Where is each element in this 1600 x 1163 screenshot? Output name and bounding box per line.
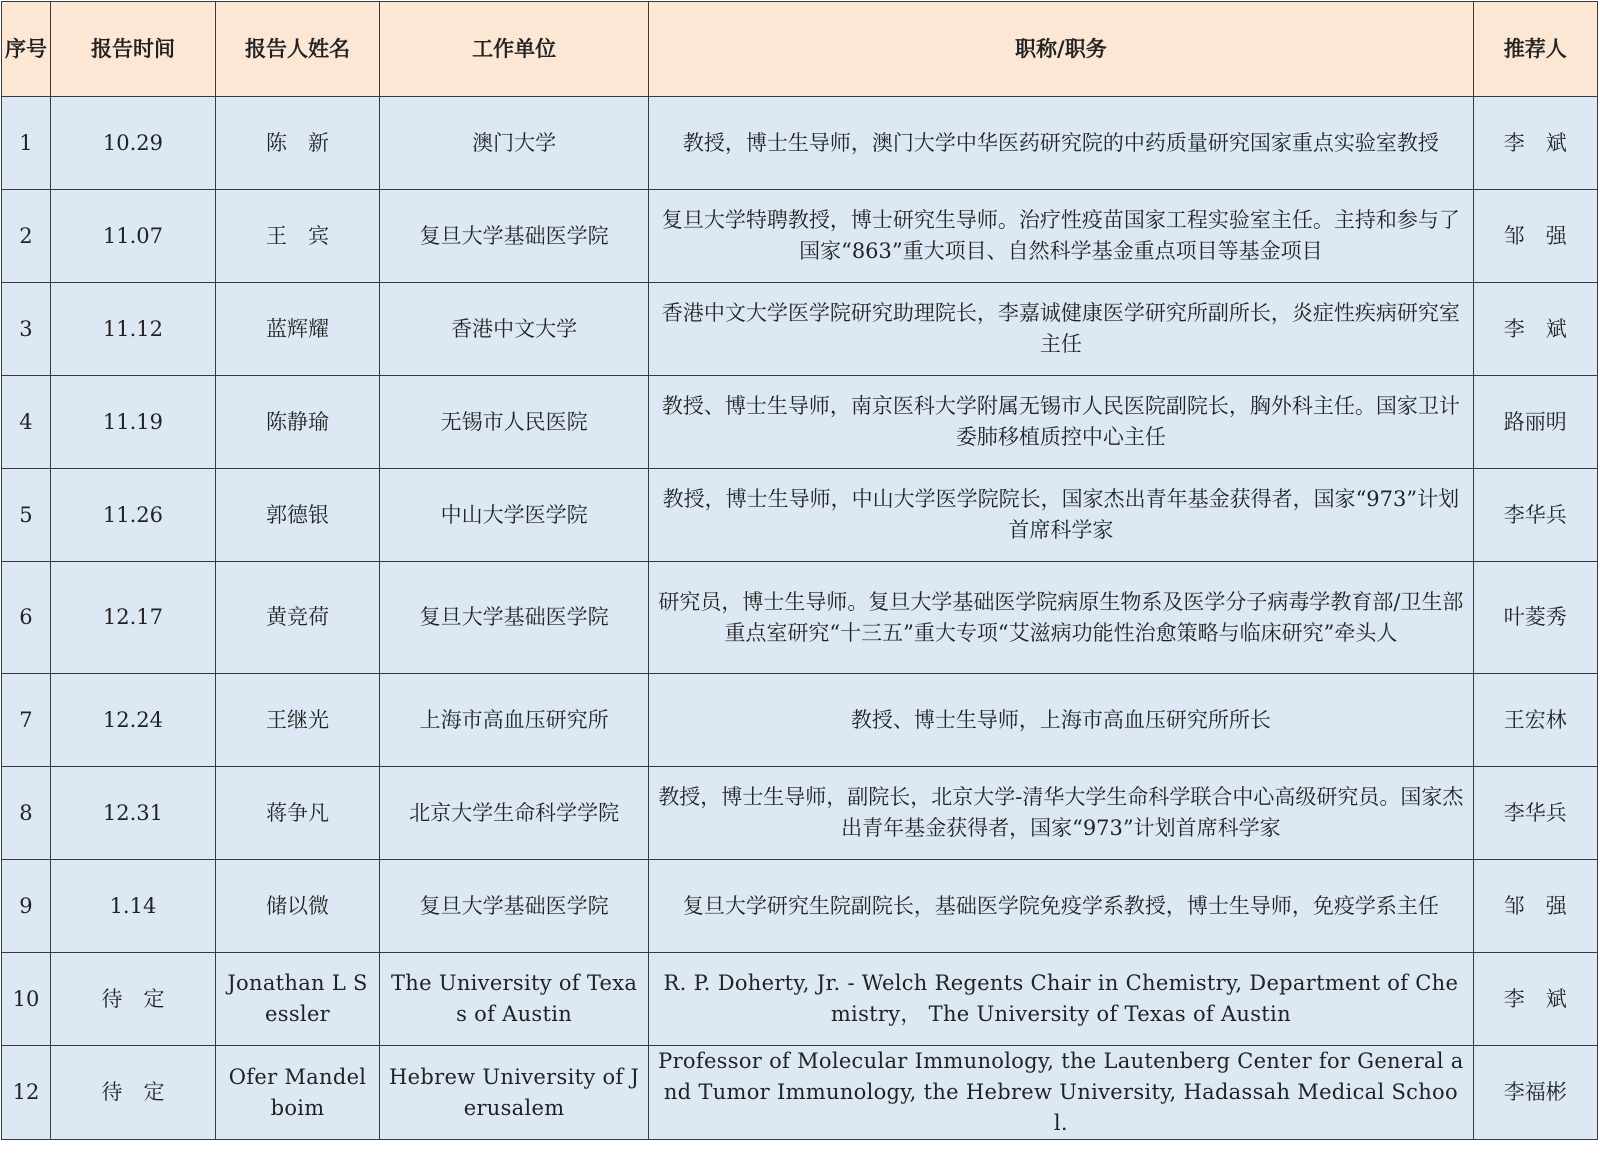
cell-speaker-name: Jonathan L Sessler — [216, 953, 380, 1046]
cell-report-time: 11.26 — [50, 469, 215, 562]
cell-report-time: 12.17 — [50, 562, 215, 674]
cell-title-position: 教授，博士生导师，中山大学医学院院长，国家杰出青年基金获得者，国家“973”计划首席科学家 — [649, 469, 1473, 562]
cell-seq: 10 — [2, 953, 51, 1046]
table-row — [2, 767, 1598, 860]
table-row — [2, 376, 1598, 469]
cell-seq: 12 — [2, 1046, 51, 1140]
header-report-time: 报告时间 — [50, 2, 215, 97]
speaker-schedule-table — [1, 1, 1598, 1140]
cell-organization: 复旦大学基础医学院 — [380, 562, 649, 674]
cell-report-time: 1.14 — [50, 860, 215, 953]
cell-referrer: 李福彬 — [1473, 1046, 1597, 1140]
table-row — [2, 283, 1598, 376]
cell-seq: 8 — [2, 767, 51, 860]
cell-organization: 澳门大学 — [380, 97, 649, 190]
cell-report-time: 11.07 — [50, 190, 215, 283]
header-row — [2, 2, 1598, 97]
cell-referrer: 邹 强 — [1473, 190, 1597, 283]
cell-speaker-name: 王继光 — [216, 674, 380, 767]
header-title-position: 职称/职务 — [649, 2, 1473, 97]
cell-title-position: 教授，博士生导师，副院长，北京大学-清华大学生命科学联合中心高级研究员。国家杰出青年基金获得者，国家“973”计划首席科学家 — [649, 767, 1473, 860]
cell-seq: 4 — [2, 376, 51, 469]
cell-title-position: Professor of Molecular Immunology, the Lautenberg Center for General and Tumor Immunology, the Hebrew University, Hadassah Medical School. — [649, 1046, 1473, 1140]
cell-report-time: 待 定 — [50, 1046, 215, 1140]
cell-seq: 9 — [2, 860, 51, 953]
cell-report-time: 待 定 — [50, 953, 215, 1046]
cell-seq: 5 — [2, 469, 51, 562]
cell-seq: 1 — [2, 97, 51, 190]
cell-referrer: 邹 强 — [1473, 860, 1597, 953]
cell-seq: 2 — [2, 190, 51, 283]
header-referrer: 推荐人 — [1473, 2, 1597, 97]
table-row — [2, 562, 1598, 674]
cell-organization: 复旦大学基础医学院 — [380, 190, 649, 283]
cell-report-time: 12.24 — [50, 674, 215, 767]
cell-report-time: 11.12 — [50, 283, 215, 376]
cell-title-position: 香港中文大学医学院研究助理院长，李嘉诚健康医学研究所副所长，炎症性疾病研究室主任 — [649, 283, 1473, 376]
cell-referrer: 路丽明 — [1473, 376, 1597, 469]
cell-speaker-name: 陈 新 — [216, 97, 380, 190]
cell-speaker-name: 黄竞荷 — [216, 562, 380, 674]
cell-organization: 复旦大学基础医学院 — [380, 860, 649, 953]
cell-title-position: 教授、博士生导师，上海市高血压研究所所长 — [649, 674, 1473, 767]
cell-speaker-name: 陈静瑜 — [216, 376, 380, 469]
cell-organization: The University of Texas of Austin — [380, 953, 649, 1046]
cell-report-time: 11.19 — [50, 376, 215, 469]
table-row — [2, 469, 1598, 562]
cell-title-position: 教授、博士生导师，南京医科大学附属无锡市人民医院副院长，胸外科主任。国家卫计委肺移植质控中心主任 — [649, 376, 1473, 469]
header-speaker-name: 报告人姓名 — [216, 2, 380, 97]
header-organization: 工作单位 — [380, 2, 649, 97]
cell-speaker-name: 蒋争凡 — [216, 767, 380, 860]
table-row — [2, 190, 1598, 283]
cell-title-position: 复旦大学研究生院副院长，基础医学院免疫学系教授，博士生导师，免疫学系主任 — [649, 860, 1473, 953]
cell-referrer: 李 斌 — [1473, 97, 1597, 190]
cell-referrer: 李 斌 — [1473, 283, 1597, 376]
cell-organization: 中山大学医学院 — [380, 469, 649, 562]
cell-organization: Hebrew University of Jerusalem — [380, 1046, 649, 1140]
cell-referrer: 李华兵 — [1473, 469, 1597, 562]
cell-speaker-name: Ofer Mandelboim — [216, 1046, 380, 1140]
table-row — [2, 97, 1598, 190]
cell-title-position: 教授，博士生导师，澳门大学中华医药研究院的中药质量研究国家重点实验室教授 — [649, 97, 1473, 190]
cell-speaker-name: 储以微 — [216, 860, 380, 953]
header-seq: 序号 — [2, 2, 51, 97]
cell-seq: 3 — [2, 283, 51, 376]
cell-referrer: 李 斌 — [1473, 953, 1597, 1046]
cell-title-position: 复旦大学特聘教授，博士研究生导师。治疗性疫苗国家工程实验室主任。主持和参与了国家“863”重大项目、自然科学基金重点项目等基金项目 — [649, 190, 1473, 283]
cell-referrer: 叶菱秀 — [1473, 562, 1597, 674]
cell-title-position: R. P. Doherty, Jr. - Welch Regents Chair in Chemistry, Department of Chemistry， The University of Texas of Austin — [649, 953, 1473, 1046]
table-row — [2, 953, 1598, 1046]
cell-organization: 北京大学生命科学学院 — [380, 767, 649, 860]
cell-report-time: 12.31 — [50, 767, 215, 860]
cell-seq: 6 — [2, 562, 51, 674]
cell-seq: 7 — [2, 674, 51, 767]
cell-report-time: 10.29 — [50, 97, 215, 190]
cell-referrer: 李华兵 — [1473, 767, 1597, 860]
table-row — [2, 674, 1598, 767]
cell-organization: 无锡市人民医院 — [380, 376, 649, 469]
table-row — [2, 860, 1598, 953]
cell-speaker-name: 王 宾 — [216, 190, 380, 283]
cell-organization: 香港中文大学 — [380, 283, 649, 376]
cell-speaker-name: 蓝辉耀 — [216, 283, 380, 376]
cell-referrer: 王宏林 — [1473, 674, 1597, 767]
cell-organization: 上海市高血压研究所 — [380, 674, 649, 767]
cell-speaker-name: 郭德银 — [216, 469, 380, 562]
table-row — [2, 1046, 1598, 1140]
cell-title-position: 研究员，博士生导师。复旦大学基础医学院病原生物系及医学分子病毒学教育部/卫生部重点室研究“十三五”重大专项“艾滋病功能性治愈策略与临床研究”牵头人 — [649, 562, 1473, 674]
